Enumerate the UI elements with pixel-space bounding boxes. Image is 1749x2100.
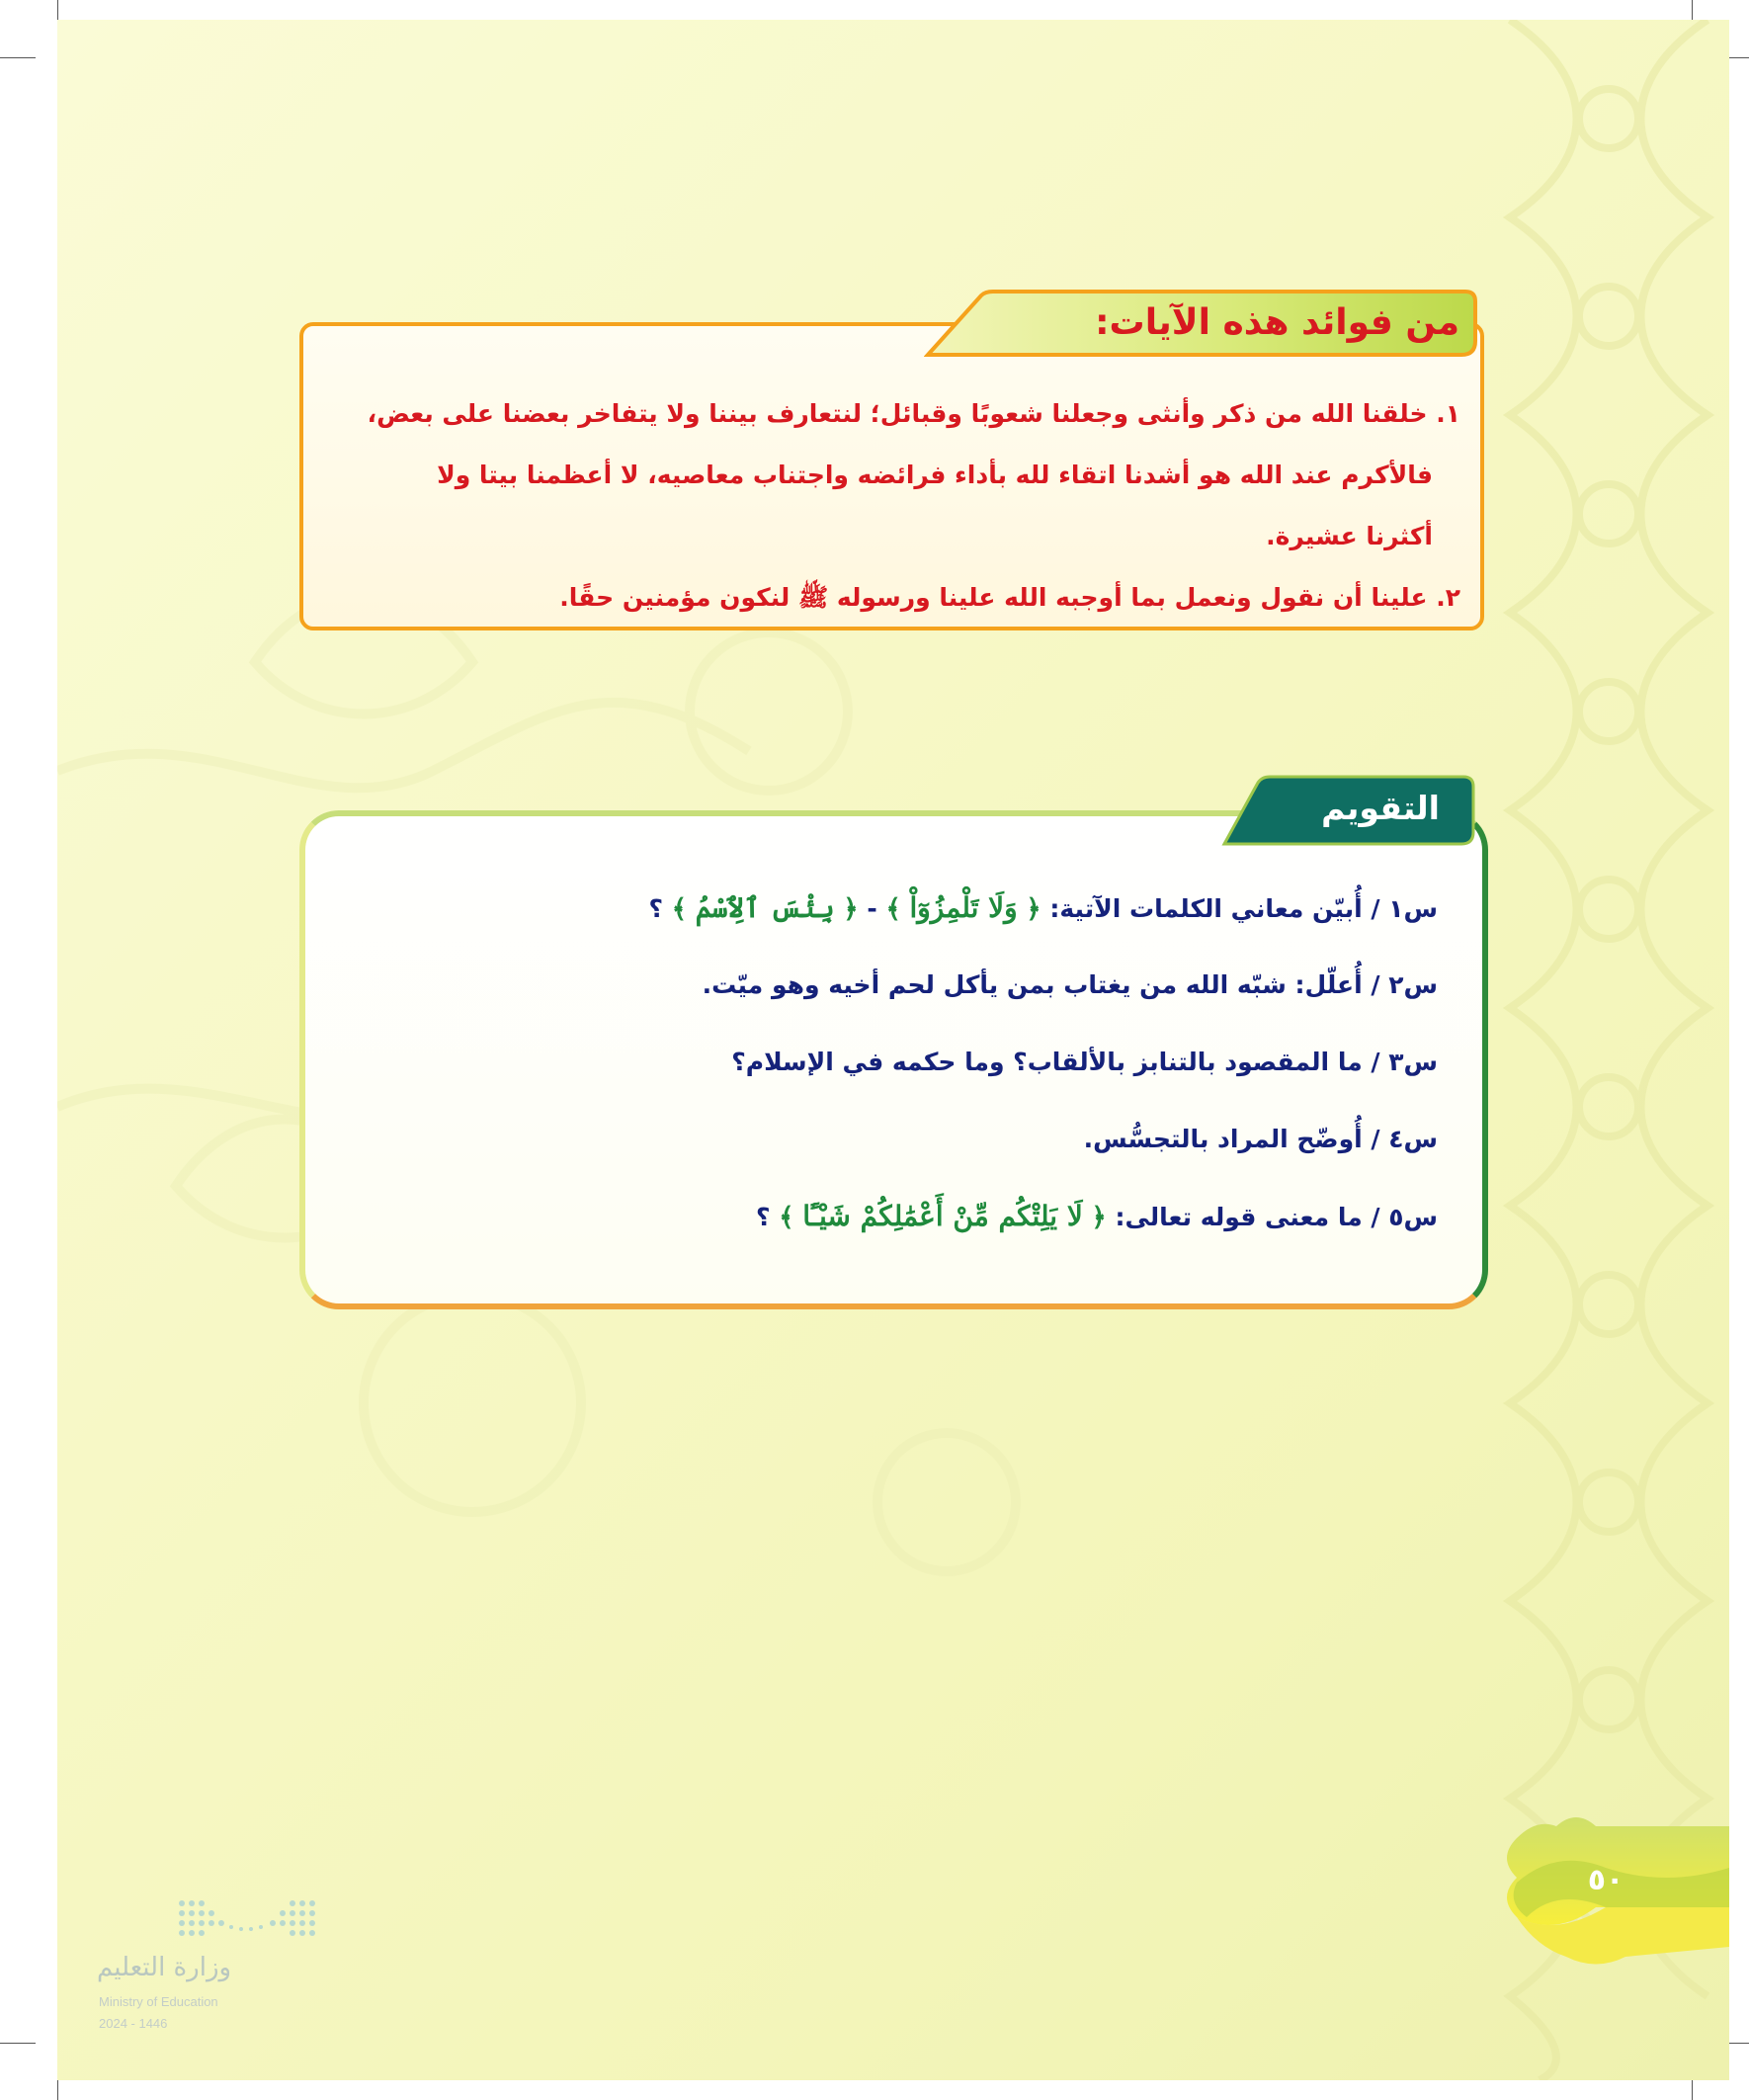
benefit-item-1-cont: فالأكرم عند الله هو أشدنا اتقاء لله بأداء فرائضه واجتناب معاصيه، لا أعظمنا بيتا ولا	[437, 461, 1433, 489]
question-2: س٢ / أُعلّل: شبّه الله من يغتاب بمن يأكل لحم أخيه وهو ميّت.	[702, 970, 1438, 999]
question-1-mark: ؟	[648, 894, 664, 923]
ministry-arabic-name: وزارة التعليم	[97, 1953, 232, 1982]
question-3: س٣ / ما المقصود بالتنابز بالألقاب؟ وما حكمه في الإسلام؟	[731, 1048, 1438, 1076]
ornate-bracket-close: ﴾	[779, 1203, 794, 1232]
question-5-text: س٥ / ما معنى قوله تعالى:	[1115, 1203, 1438, 1231]
question-1-text: س١ / أُبيّن معاني الكلمات الآتية:	[1049, 894, 1438, 923]
ministry-dots-icon	[174, 1895, 322, 1941]
ornate-bracket-close: ﴾	[671, 894, 687, 924]
questions-list	[326, 870, 1438, 1255]
question-1-verse-a: وَلَا تَلْمِزُوٓاْ	[909, 891, 1018, 924]
question-5	[326, 1178, 1438, 1255]
question-1-dash: -	[867, 894, 877, 923]
ministry-year: 2024 - 1446	[99, 2016, 168, 2031]
benefit-item-2: ٢. علينا أن نقول ونعمل بما أوجبه الله علينا ورسوله ﷺ لنكون مؤمنين حقًا.	[559, 583, 1460, 612]
evaluation-header-tab	[1220, 775, 1475, 848]
ministry-logo	[97, 1895, 324, 2044]
question-1-verse-b: بِئْسَ ٱلِٱسْمُ	[695, 891, 835, 924]
page-number: ٥٠	[1587, 1863, 1624, 1897]
benefit-item-1: ١. خلقنا الله من ذكر وأنثى وجعلنا شعوبًا وقبائل؛ لنتعارف بيننا ولا يتفاخر بعضنا على بعض،	[367, 399, 1460, 428]
question-1	[326, 870, 1438, 947]
ornate-bracket-open: ﴿	[1091, 1203, 1107, 1232]
benefit-item-1-end: أكثرنا عشيرة.	[1266, 522, 1433, 550]
benefits-header-tab	[924, 290, 1477, 359]
question-5-verse: لَا يَلِتْكُم مِّنْ أَعْمَٰلِكُمْ شَيْـًٔا	[802, 1200, 1083, 1232]
crop-mark	[0, 57, 36, 58]
crop-mark	[0, 2043, 36, 2044]
ornate-bracket-open: ﴿	[843, 894, 859, 924]
side-ornament	[1480, 20, 1729, 2080]
ornate-bracket-close: ﴾	[885, 894, 901, 924]
evaluation-title: التقويم	[1321, 789, 1440, 827]
question-4: س٤ / أُوضّح المراد بالتجسُّس.	[1083, 1125, 1438, 1153]
benefits-list	[314, 383, 1460, 629]
benefits-title: من فوائد هذه الآيات:	[1095, 302, 1459, 343]
ministry-english-name: Ministry of Education	[99, 1994, 218, 2009]
ornate-bracket-open: ﴿	[1026, 894, 1041, 924]
question-5-mark: ؟	[756, 1203, 771, 1231]
page-number-badge	[1497, 1808, 1729, 1976]
